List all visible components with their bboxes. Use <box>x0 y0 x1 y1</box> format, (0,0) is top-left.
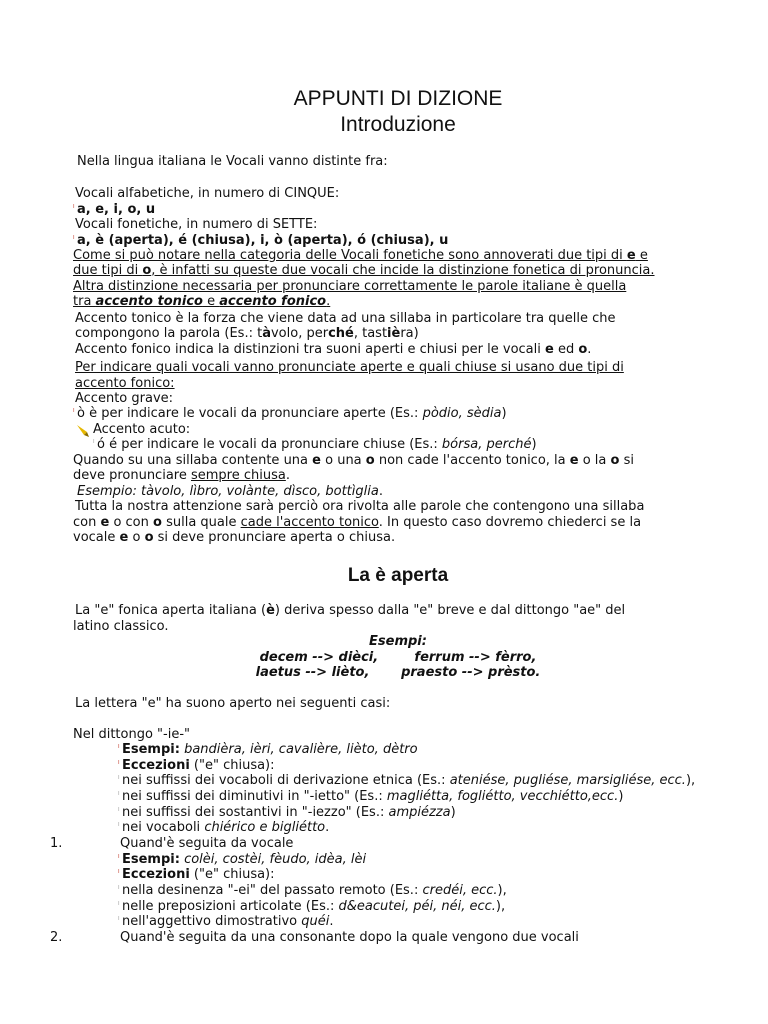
intro-line: Quando su una sillaba contente una e o una o non cade l'accento tonico, la e o la o si <box>73 453 634 468</box>
section-line: La lettera "e" ha suono aperto nei seguenti casi: <box>75 696 391 711</box>
bullet-icon: ˡ <box>118 885 120 895</box>
bullet-icon: ˡ <box>118 775 120 785</box>
examples-title: Esempi: <box>369 634 427 649</box>
intro-line: Accento acuto: <box>93 422 191 437</box>
section-line: latino classico. <box>73 619 169 634</box>
intro-line: due tipi di o, è infatti su queste due vocali che incide la distinzione fonetica di pronuncia. <box>73 263 655 278</box>
page-subtitle: Introduzione <box>340 113 456 136</box>
intro-line: deve pronunciare sempre chiusa. <box>73 468 290 483</box>
intro-line: Per indicare quali vocali vanno pronunciate aperte e quali chiuse si usano due tipi di <box>75 360 624 375</box>
intro-line: Nella lingua italiana le Vocali vanno distinte fra: <box>77 154 388 169</box>
list-item: ˡ nei suffissi dei vocaboli di derivazione etnica (Es.: ateniése, pugliése, marsigliése, ecc.), <box>118 773 696 788</box>
list-item: ˡ Eccezioni ("e" chiusa): <box>118 758 275 773</box>
examples-line: decem --> dièci, ferrum --> fèrro, <box>259 650 537 665</box>
intro-line: ˡ a, e, i, o, u <box>73 202 156 217</box>
bullet-icon: ˡ <box>73 408 75 418</box>
list-item: ˡ nei vocaboli chiérico e bigliétto. <box>118 820 330 835</box>
intro-line: ˡ ó é per indicare le vocali da pronunciare chiuse (Es.: bórsa, perché) <box>93 437 537 452</box>
list-item: ˡ nell'aggettivo dimostrativo quéi. <box>118 914 334 929</box>
intro-line: tra accento tonico e accento fonico. <box>73 294 331 309</box>
list-item: ˡ nelle preposizioni articolate (Es.: d&eacutei, péi, néi, ecc.), <box>118 899 506 914</box>
intro-line: Come si può notare nella categoria delle Vocali fonetiche sono annoverati due tipi di e e <box>73 248 648 263</box>
section-line: Nel dittongo "-ie-" <box>73 727 191 742</box>
bullet-icon: ˡ <box>118 760 120 770</box>
bullet-icon: ˡ <box>73 204 75 214</box>
list-item: Quand'è seguita da vocale <box>120 836 294 851</box>
bullet-icon: ˡ <box>118 854 120 864</box>
list-number: 2. <box>50 930 63 945</box>
list-item: ˡ nei suffissi dei diminutivi in "-ietto" (Es.: magliétta, fogliétto, vecchiétto,ecc.) <box>118 789 624 804</box>
list-item: ˡ Esempi: colèi, costèi, fèudo, idèa, lèi <box>118 852 367 867</box>
bullet-icon: ˡ <box>118 916 120 926</box>
section-title: La è aperta <box>347 565 449 586</box>
intro-line: vocale e o o si deve pronunciare aperta o chiusa. <box>73 530 396 545</box>
intro-line: ˡ ò è per indicare le vocali da pronunciare aperte (Es.: pòdio, sèdia) <box>73 406 507 421</box>
list-item: ˡ nei suffissi dei sostantivi in "-iezzo" (Es.: ampiézza) <box>118 805 456 820</box>
intro-line: Vocali fonetiche, in numero di SETTE: <box>75 217 318 232</box>
examples-line: laetus --> lièto, praesto --> prèsto. <box>255 665 541 680</box>
list-item: ˡ Esempi: bandièra, ièri, cavalière, lièto, dètro <box>118 742 418 757</box>
page-title: APPUNTI DI DIZIONE <box>293 87 503 110</box>
bullet-icon: ˡ <box>118 807 120 817</box>
intro-line: Accento grave: <box>75 391 174 406</box>
bullet-icon: ˡ <box>118 744 120 754</box>
bullet-icon: ˡ <box>118 901 120 911</box>
intro-line: ˡ a, è (aperta), é (chiusa), i, ò (aperta), ó (chiusa), u <box>73 233 449 248</box>
section-line: La "e" fonica aperta italiana (è) deriva spesso dalla "e" breve e dal dittongo "ae" del <box>75 603 626 618</box>
intro-line: Esempio: tàvolo, lìbro, volànte, dìsco, bottìglia. <box>77 484 383 499</box>
bullet-icon: ˡ <box>93 439 95 449</box>
list-item: ˡ Eccezioni ("e" chiusa): <box>118 867 275 882</box>
intro-line: accento fonico: <box>75 376 175 391</box>
pencil-icon <box>75 423 91 439</box>
bullet-icon: ˡ <box>118 822 120 832</box>
bullet-icon: ˡ <box>118 869 120 879</box>
list-item: ˡ nella desinenza "-ei" del passato remoto (Es.: credéi, ecc.), <box>118 883 507 898</box>
intro-line: compongono la parola (Es.: tàvolo, perché, tastièra) <box>75 326 419 341</box>
intro-line: Accento tonico è la forza che viene data ad una sillaba in particolare tra quelle che <box>75 311 616 326</box>
intro-line: Altra distinzione necessaria per pronunciare correttamente le parole italiane è quella <box>73 279 627 294</box>
intro-line: con e o con o sulla quale cade l'accento tonico. In questo caso dovremo chiederci se la <box>73 515 642 530</box>
bullet-icon: ˡ <box>73 235 75 245</box>
intro-line: Vocali alfabetiche, in numero di CINQUE: <box>75 186 340 201</box>
bullet-icon: ˡ <box>118 791 120 801</box>
list-item: Quand'è seguita da una consonante dopo la quale vengono due vocali <box>120 930 579 945</box>
intro-line: Tutta la nostra attenzione sarà perciò ora rivolta alle parole che contengono una sillaba <box>75 499 645 514</box>
list-number: 1. <box>50 836 63 851</box>
intro-line: Accento fonico indica la distinzioni tra suoni aperti e chiusi per le vocali e ed o. <box>75 342 592 357</box>
